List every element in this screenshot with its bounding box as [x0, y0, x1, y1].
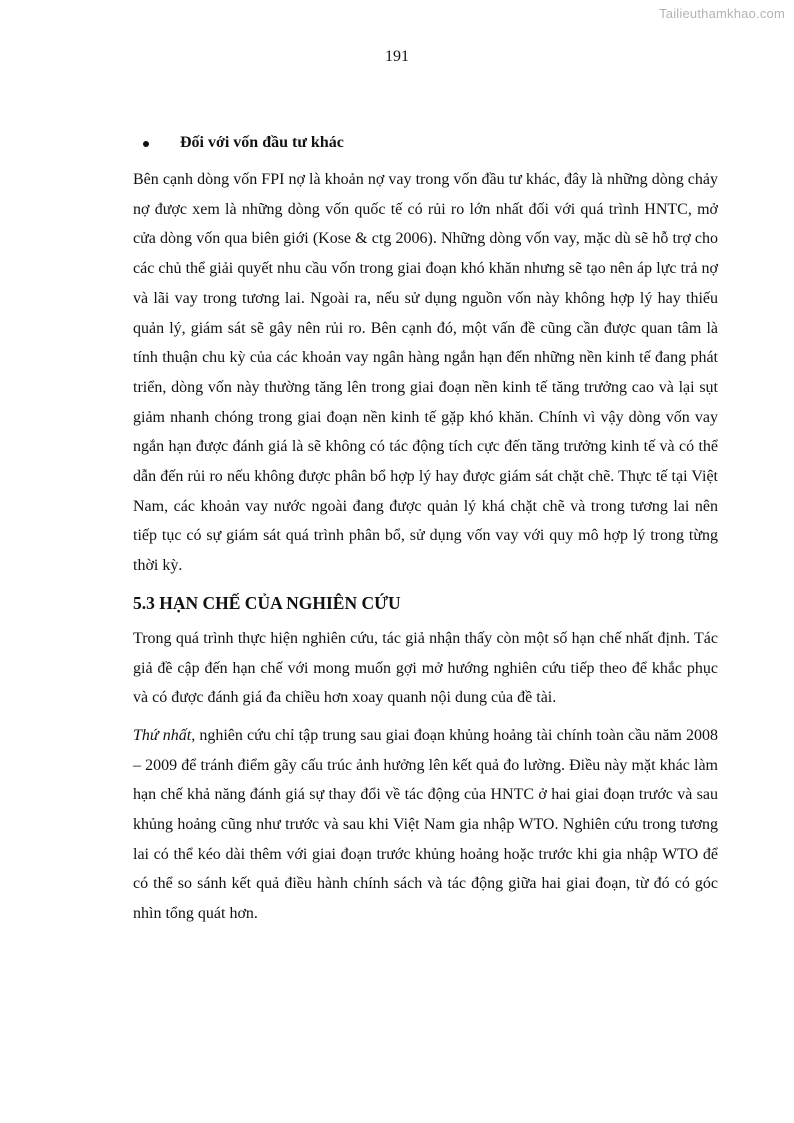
paragraph-limitations-intro: Trong quá trình thực hiện nghiên cứu, tác giả nhận thấy còn một số hạn chế nhất định. Tác giả đề cập đến hạn chế với mong muốn gợi mở hướng nghiên cứu tiếp theo để khắc phục và có được đánh giá đa chiều hơn xoay quanh nội dung của đề tài. — [133, 629, 718, 707]
bullet-icon — [143, 141, 149, 147]
first-limitation-text: , nghiên cứu chỉ tập trung sau giai đoạn khủng hoảng tài chính toàn cầu năm 2008 – 2009 để tránh điểm gãy cấu trúc ảnh hưởng lên kết quả đo lường. Điều này mặt khác làm hạn chế khả năng đánh giá sự thay đổi về tác động của HNTC ở hai giai đoạn trước và sau khủng hoảng cũng như trước và sau khi Việt Nam gia nhập WTO. Nghiên cứu trong tương lai có thể kéo dài thêm với giai đoạn trước khủng hoảng hoặc trước khi gia nhập WTO để có thể so sánh kết quả điều hành chính sách và tác động giữa hai giai đoạn, từ đó có góc nhìn tổng quát hơn. — [133, 726, 719, 923]
section-heading: 5.3 HẠN CHẾ CỦA NGHIÊN CỨU — [133, 592, 401, 613]
bullet-heading — [133, 128, 718, 157]
bullet-heading-text: Đối với vốn đầu tư khác — [180, 134, 344, 151]
watermark: Tailieuthamkhao.com — [659, 6, 785, 21]
first-limitation-lead: Thứ nhất — [133, 726, 192, 744]
document-body — [133, 128, 718, 929]
page-number: 191 — [385, 48, 409, 65]
paragraph-other-investment: Bên cạnh dòng vốn FPI nợ là khoản nợ vay trong vốn đầu tư khác, đây là những dòng chảy nợ được xem là những dòng vốn quốc tế có rủi ro lớn nhất đối với quá trình HNTC, mở cửa dòng vốn qua biên giới (Kose & ctg 2006). Những dòng vốn vay, mặc dù sẽ hỗ trợ cho các chủ thể giải quyết nhu cầu vốn trong giai đoạn khó khăn nhưng sẽ tạo nên áp lực trả nợ và lãi vay trong tương lai. Ngoài ra, nếu sử dụng nguồn vốn này không hợp lý hay thiếu quản lý, giám sát sẽ gây nên rủi ro. Bên cạnh đó, một vấn đề cũng cần được quan tâm là tính thuận chu kỳ của các khoản vay ngân hàng ngắn hạn đến những nền kinh tế đang phát triển, dòng vốn này thường tăng lên trong giai đoạn nền kinh tế tăng trưởng cao và lại sụt giảm nhanh chóng trong giai đoạn nền kinh tế gặp khó khăn. Chính vì vậy dòng vốn vay ngắn hạn được đánh giá là sẽ không có tác động tích cực đến tăng trưởng kinh tế và có thể dẫn đến rủi ro nếu không được phân bổ hợp lý hay được giám sát chặt chẽ. Thực tế tại Việt Nam, các khoản vay nước ngoài đang được quản lý khá chặt chẽ và trong tương lai nên tiếp tục có sự giám sát quá trình phân bổ, sử dụng vốn vay với quy mô hợp lý trong từng thời kỳ. — [133, 171, 718, 575]
paragraph-first-limitation — [133, 721, 718, 929]
